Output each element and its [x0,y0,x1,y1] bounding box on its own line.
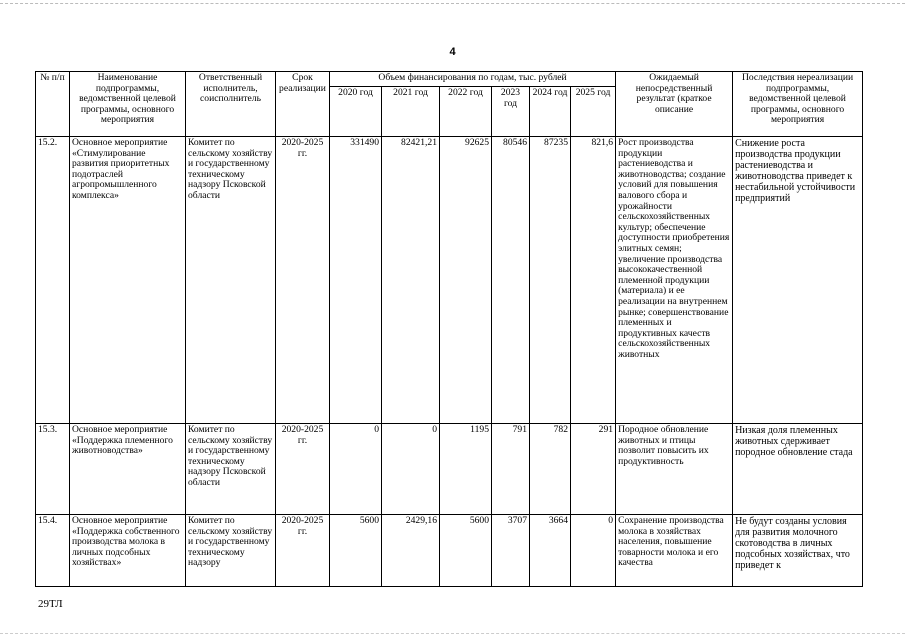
row-num: 15.2. [36,137,70,424]
row-executor: Комитет по сельскому хозяйству и государственному техническому надзору Псковской области [186,137,276,424]
row-value-2024: 782 [530,424,571,515]
row-value-2025: 0 [571,515,616,587]
header-year: 2025 год [571,87,616,137]
row-name: Основное мероприятие «Поддержка собственного производства молока в личных подсобных хозяйствах» [70,515,186,587]
row-term: 2020-2025 гг. [276,424,330,515]
row-value-2020: 5600 [330,515,382,587]
row-value-2021: 2429,16 [382,515,440,587]
header-funding: Объем финансирования по годам, тыс. рублей [330,72,616,87]
row-value-2025: 291 [571,424,616,515]
row-value-2022: 1195 [440,424,492,515]
row-executor: Комитет по сельскому хозяйству и государственному техническому надзору Псковской области [186,424,276,515]
row-value-2024: 3664 [530,515,571,587]
row-value-2023: 791 [492,424,530,515]
scan-artifact-top [0,3,905,5]
header-year: 2021 год [382,87,440,137]
table-row [36,137,863,424]
row-value-2022: 92625 [440,137,492,424]
header-year: 2023 год [492,87,530,137]
header-year: 2024 год [530,87,571,137]
funding-table [35,71,863,587]
table-row [36,424,863,515]
row-value-2020: 0 [330,424,382,515]
row-name: Основное мероприятие «Поддержка племенного животноводства» [70,424,186,515]
row-executor: Комитет по сельскому хозяйству и государственному техническому надзору [186,515,276,587]
row-value-2024: 87235 [530,137,571,424]
row-consequences: Снижение роста производства продукции растениеводства и животноводства приведет к нестабильной устойчивости предприятий [733,137,863,424]
header-year: 2022 год [440,87,492,137]
table-row [36,515,863,587]
row-name: Основное мероприятие «Стимулирование развития приоритетных подотраслей агропромышленного комплекса» [70,137,186,424]
row-value-2023: 80546 [492,137,530,424]
row-value-2022: 5600 [440,515,492,587]
header-result: Ожидаемый непосредственный результат (краткое описание [616,72,733,137]
scan-artifact-bottom [0,633,905,635]
header-consequences: Последствия нереализации подпрограммы, ведомственной целевой программы, основного мероприятия [733,72,863,137]
row-result: Рост производства продукции растениеводства и животноводства; создание условий для повышения валового сбора и урожайности сельскохозяйственных культур; обеспечение доступности приобретения элитных семян; увеличение производства высококачественной племенной продукции (материала) и ее реализации на внутреннем рынке; совершенствование племенных и продуктивных качеств сельскохозяйственных животных [616,137,733,424]
row-term: 2020-2025 гг. [276,137,330,424]
header-executor: Ответственный исполнитель, соисполнитель [186,72,276,137]
footer-code: 29ТЛ [38,598,63,610]
row-value-2021: 0 [382,424,440,515]
page-number: 4 [449,46,456,58]
header-num: № п/п [36,72,70,137]
row-num: 15.4. [36,515,70,587]
row-consequences: Низкая доля племенных животных сдерживает породное обновление стада [733,424,863,515]
row-result: Породное обновление животных и птицы позволит повысить их продуктивность [616,424,733,515]
row-num: 15.3. [36,424,70,515]
row-value-2025: 821,6 [571,137,616,424]
row-value-2023: 3707 [492,515,530,587]
header-name: Наименование подпрограммы, ведомственной целевой программы, основного мероприятия [70,72,186,137]
row-value-2020: 331490 [330,137,382,424]
row-result: Сохранение производства молока в хозяйствах населения, повышение товарности молока и его качества [616,515,733,587]
row-term: 2020-2025 гг. [276,515,330,587]
header-year: 2020 год [330,87,382,137]
row-value-2021: 82421,21 [382,137,440,424]
row-consequences: Не будут созданы условия для развития молочного скотоводства в личных подсобных хозяйствах, что приведет к [733,515,863,587]
header-term: Срок реализации [276,72,330,137]
